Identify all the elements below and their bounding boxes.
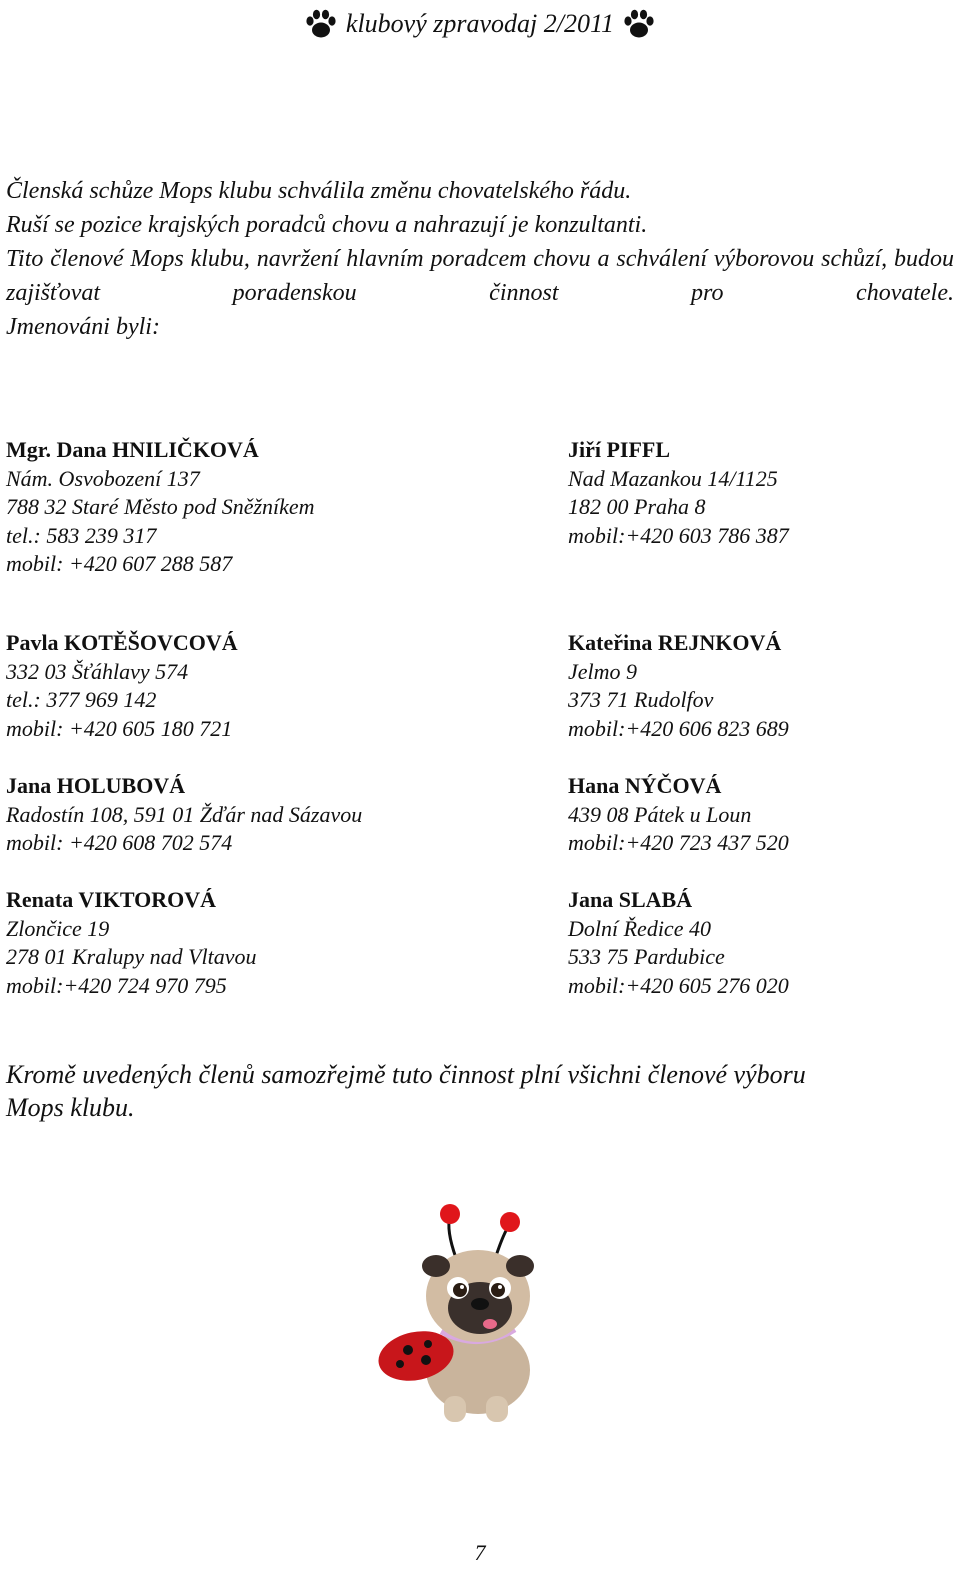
intro-line: Ruší se pozice krajských poradců chovu a nahrazují je konzultanti. [6,212,648,238]
intro-line: Členská schůze Mops klubu schválila změnu chovatelského řádu. [6,178,632,204]
newsletter-title: klubový zpravodaj 2/2011 [345,9,615,38]
contact-line: 332 03 Šťáhlavy 574 [6,658,189,684]
contact-name: Jiří PIFFL [568,437,671,462]
contact-line: 439 08 Pátek u Loun [568,801,752,827]
contact-line: Zlončice 19 [6,915,110,941]
contact-line: 182 00 Praha 8 [568,494,706,519]
contact-card [568,629,789,743]
contact-card [6,886,257,1000]
contact-line: mobil: +420 607 288 587 [6,551,233,576]
contact-line: mobil:+420 605 276 020 [568,972,789,998]
closing-line: Kromě uvedených členů samozřejmě tuto činnost plní všichni členové výboru [6,1060,806,1089]
page-header [0,4,960,44]
contact-card [568,772,789,858]
contact-line: 533 75 Pardubice [568,944,725,969]
contact-name: Pavla KOTĚŠOVCOVÁ [6,630,238,655]
contact-line: mobil: +420 605 180 721 [6,715,233,741]
contact-line: mobil:+420 603 786 387 [568,522,789,548]
contact-name: Mgr. Dana HNILIČKOVÁ [6,437,259,462]
contact-line: 278 01 Kralupy nad Vltavou [6,944,257,969]
contact-line: Dolní Ředice 40 [568,915,711,941]
paw-icon [622,8,656,40]
contact-card [6,436,315,579]
contact-line: mobil:+420 723 437 520 [568,830,789,855]
intro-line: Jmenováni byli: [6,314,160,340]
contact-line: 788 32 Staré Město pod Sněžníkem [6,494,315,519]
paw-icon [304,8,338,40]
closing-paragraph [6,1058,946,1124]
contact-line: tel.: 377 969 142 [6,687,157,712]
contact-line: Nad Mazankou 14/1125 [568,465,778,491]
contact-line: tel.: 583 239 317 [6,522,157,548]
page-number: 7 [474,1540,486,1565]
contact-name: Hana NÝČOVÁ [568,773,722,798]
contact-card [6,772,362,858]
closing-line: Mops klubu. [6,1093,135,1122]
contact-name: Renata VIKTOROVÁ [6,887,217,912]
contact-name: Jana SLABÁ [568,887,693,912]
contact-line: Radostín 108, 591 01 Žďár nad Sázavou [6,801,363,827]
contact-name: Kateřina REJNKOVÁ [568,630,782,655]
intro-line: Tito členové Mops klubu, navržení hlavním poradcem chovu a schválení výborovou schůzí, budou zajišťovat poradenskou činnost pro chovatele. [6,246,954,306]
contact-line: Jelmo 9 [568,658,638,684]
pug-ladybug-illustration [378,1200,578,1430]
contact-line: mobil:+420 606 823 689 [568,715,789,741]
contact-line: mobil:+420 724 970 795 [6,972,227,998]
contact-line: 373 71 Rudolfov [568,687,714,712]
contact-name: Jana HOLUBOVÁ [6,773,186,798]
intro-paragraph [6,174,954,344]
contact-card [568,436,789,550]
contact-card [6,629,238,743]
contact-line: mobil: +420 608 702 574 [6,830,233,855]
contact-card [568,886,789,1000]
contact-line: Nám. Osvobození 137 [6,465,200,491]
